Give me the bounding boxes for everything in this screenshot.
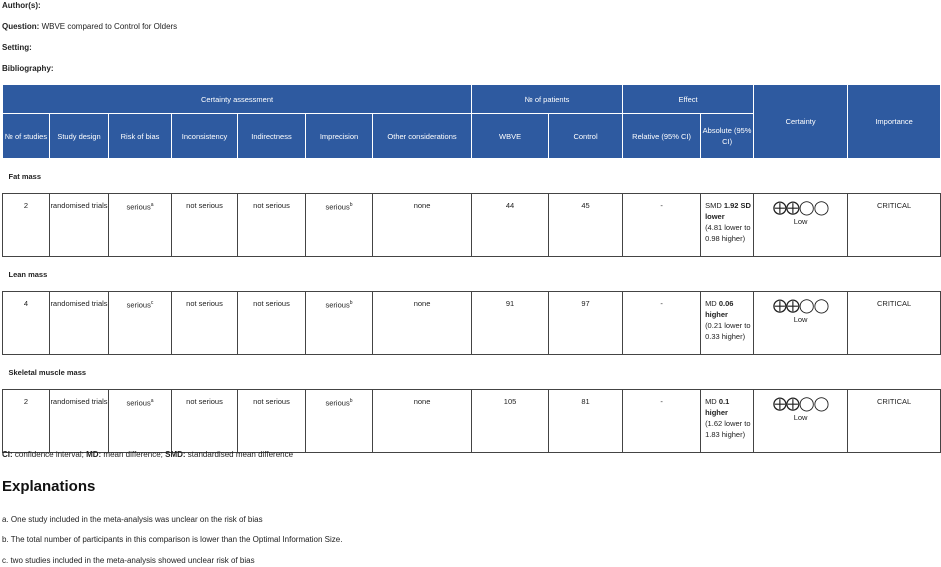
table-row: [3, 194, 941, 257]
header-risk-of-bias: Risk of bias: [109, 114, 172, 159]
outcome-title: Skeletal muscle mass: [3, 355, 941, 390]
header-wbve: WBVE: [472, 114, 549, 159]
setting-label: Setting:: [2, 43, 32, 52]
grade-evidence-table: [2, 84, 941, 453]
header-other-considerations: Other considerations: [373, 114, 472, 159]
control-count: 97: [549, 292, 623, 355]
explanation-item: a. One study included in the meta-analysis was unclear on the risk of bias: [2, 515, 263, 524]
other-considerations: none: [373, 194, 472, 257]
certainty-rating: [754, 390, 848, 453]
header-imprecision: Imprecision: [306, 114, 373, 159]
header-study-design: Study design: [50, 114, 109, 159]
explanation-item: c. two studies included in the meta-analysis showed unclear risk of bias: [2, 556, 255, 565]
certainty-label: Low: [793, 315, 808, 324]
header-control: Control: [549, 114, 623, 159]
outcome-title: Lean mass: [3, 257, 941, 292]
header-num-patients: № of patients: [472, 85, 623, 114]
outcome-title: Fat mass: [3, 159, 941, 194]
question-text: WBVE compared to Control for Olders: [41, 22, 178, 31]
header-num-studies: № of studies: [3, 114, 50, 159]
num-studies: 2: [3, 194, 50, 257]
question-line: [2, 22, 177, 31]
header-row-groups: [3, 85, 941, 114]
inconsistency: not serious: [172, 390, 238, 453]
wbve-count: 44: [472, 194, 549, 257]
relative-effect: -: [623, 194, 701, 257]
num-studies: 4: [3, 292, 50, 355]
control-count: 45: [549, 194, 623, 257]
certainty-symbols-icon: ⨁⨁◯◯: [772, 395, 829, 411]
importance: CRITICAL: [848, 292, 941, 355]
risk-of-bias: serious$^a$: [109, 194, 172, 257]
outcome-title-row: [3, 159, 941, 194]
table-row: [3, 292, 941, 355]
setting-line: [2, 43, 32, 52]
imprecision: serious$^b$: [306, 194, 373, 257]
risk-of-bias: serious$^c$: [109, 292, 172, 355]
header-absolute: Absolute (95% CI): [701, 114, 754, 159]
question-label: Question:: [2, 22, 40, 31]
explanations-heading: Explanations: [2, 478, 96, 495]
footnote-ref: b: [349, 398, 353, 404]
wbve-count: 105: [472, 390, 549, 453]
explanation-item: b. The total number of participants in this comparison is lower than the Optimal Information Size.: [2, 535, 343, 544]
certainty-symbols-icon: ⨁⨁◯◯: [772, 297, 829, 313]
wbve-count: 91: [472, 292, 549, 355]
certainty-label: Low: [793, 413, 808, 422]
imprecision: serious$^b$: [306, 292, 373, 355]
importance: CRITICAL: [848, 194, 941, 257]
bibliography-label: Bibliography:: [2, 64, 54, 73]
bibliography-line: [2, 64, 54, 73]
certainty-rating: [754, 194, 848, 257]
table-row: [3, 390, 941, 453]
author-label: Author(s):: [2, 1, 41, 10]
other-considerations: none: [373, 292, 472, 355]
indirectness: not serious: [238, 292, 306, 355]
indirectness: not serious: [238, 390, 306, 453]
certainty-label: Low: [793, 217, 808, 226]
outcome-title-row: [3, 355, 941, 390]
study-design: randomised trials: [50, 194, 109, 257]
footnote-ref: a: [150, 398, 154, 404]
header-inconsistency: Inconsistency: [172, 114, 238, 159]
relative-effect: -: [623, 292, 701, 355]
absolute-effect: MD 0.1 higher (1.62 lower to 1.83 higher): [701, 390, 754, 453]
header-certainty-assessment: Certainty assessment: [3, 85, 472, 114]
header-certainty: Certainty: [754, 85, 848, 159]
risk-of-bias: serious$^a$: [109, 390, 172, 453]
imprecision: serious$^b$: [306, 390, 373, 453]
certainty-symbols-icon: ⨁⨁◯◯: [772, 199, 829, 215]
footnote-ref: c: [150, 300, 154, 306]
header-importance: Importance: [848, 85, 941, 159]
absolute-effect: SMD 1.92 SD lower (4.81 lower to 0.98 higher): [701, 194, 754, 257]
inconsistency: not serious: [172, 292, 238, 355]
inconsistency: not serious: [172, 194, 238, 257]
outcome-title-row: [3, 257, 941, 292]
indirectness: not serious: [238, 194, 306, 257]
control-count: 81: [549, 390, 623, 453]
study-design: randomised trials: [50, 390, 109, 453]
other-considerations: none: [373, 390, 472, 453]
footnote-ref: b: [349, 202, 353, 208]
num-studies: 2: [3, 390, 50, 453]
header-indirectness: Indirectness: [238, 114, 306, 159]
abbreviations-footnote: CI: confidence interval; MD: mean difference; SMD: standardised mean difference: [2, 450, 294, 459]
author-line: [2, 1, 41, 10]
importance: CRITICAL: [848, 390, 941, 453]
footnote-ref: a: [150, 202, 154, 208]
header-relative: Relative (95% CI): [623, 114, 701, 159]
absolute-effect: MD 0.06 higher (0.21 lower to 0.33 higher): [701, 292, 754, 355]
relative-effect: -: [623, 390, 701, 453]
study-design: randomised trials: [50, 292, 109, 355]
certainty-rating: [754, 292, 848, 355]
footnote-ref: b: [349, 300, 353, 306]
header-effect: Effect: [623, 85, 754, 114]
